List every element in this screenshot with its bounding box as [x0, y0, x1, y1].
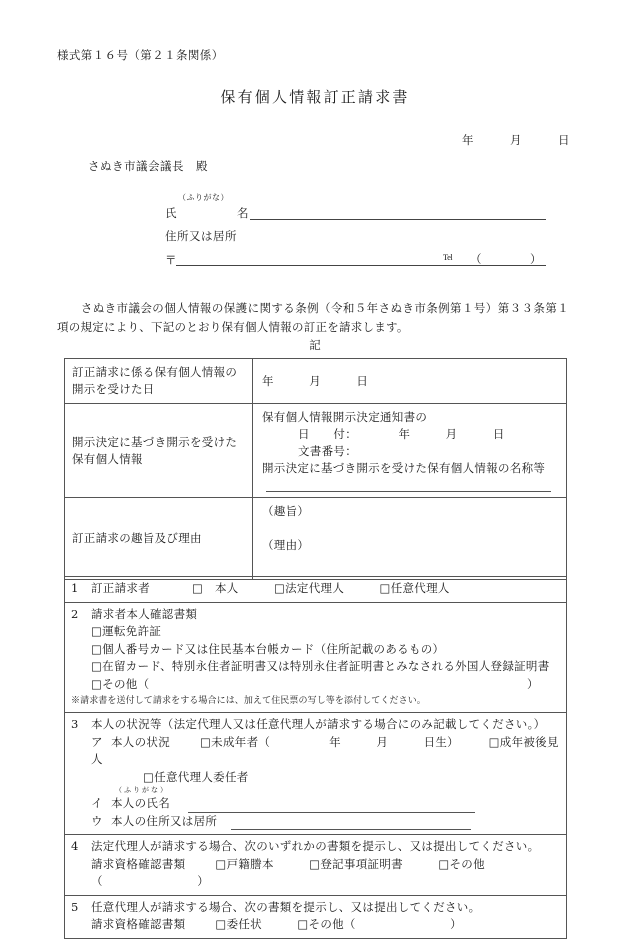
- item-4-choices[interactable]: □戸籍謄本 □登記事項証明書 □その他（ ）: [91, 856, 485, 888]
- row-label-disclosed-info: 開示決定に基づき開示を受けた保有個人情報: [65, 404, 253, 498]
- item-5-row: [71, 916, 560, 934]
- item-2-note: ※請求書を送付して請求をする場合には、加えて住民票の写し等を添付してください。: [71, 696, 426, 706]
- item-1-cell: [65, 577, 567, 603]
- sub-a-label: 本人の状況: [111, 734, 170, 749]
- purpose-entry-space[interactable]: [262, 520, 557, 537]
- sub-a-marker: ア: [91, 734, 103, 749]
- item-5-number: 5: [71, 899, 79, 914]
- name-label: 氏 名: [165, 206, 249, 220]
- item-5-choices[interactable]: □委任状 □その他（ ）: [215, 917, 462, 931]
- info-name-line: 開示決定に基づき開示を受けた保有個人情報の名称等: [262, 461, 546, 475]
- checkbox-other-document[interactable]: □その他（ ）: [91, 676, 539, 691]
- sub-a-status-minor[interactable]: □未成年者（ 年 月 日生） □成年被後見人: [91, 734, 559, 766]
- disclosure-info-table: [64, 358, 567, 580]
- sub-b-label: 本人の氏名: [111, 796, 170, 810]
- item-4-row: [71, 856, 560, 891]
- form-number: 様式第１６号（第２１条関係）: [57, 48, 224, 62]
- item-4-doc-label: 請求資格確認書類: [91, 856, 186, 871]
- sub-c-address-input-rule[interactable]: [231, 816, 471, 830]
- item-5-doc-label: 請求資格確認書類: [91, 917, 186, 931]
- telephone-icon: Tel: [443, 252, 453, 262]
- table-row: [65, 359, 567, 404]
- item-4-title: 法定代理人が請求する場合、次のいずれかの書類を提示し、又は提出してください。: [91, 839, 540, 853]
- item-1-number: 1: [71, 581, 79, 595]
- item-5-title: 任意代理人が請求する場合、次の書類を提示し、又は提出してください。: [91, 899, 481, 914]
- row-value-disclosure-date[interactable]: 年 月 日: [253, 359, 567, 404]
- item-2-cell: [65, 602, 567, 713]
- row-value-purpose-reason[interactable]: [253, 498, 567, 580]
- table-row: [65, 404, 567, 498]
- row-label-disclosure-date: 訂正請求に係る保有個人情報の開示を受けた日: [65, 359, 253, 404]
- item-1-title: 訂正請求者: [91, 581, 150, 595]
- item-4-number: 4: [71, 839, 79, 853]
- sub-b-furigana-label: （ふりがな）: [115, 786, 169, 794]
- table-row: [65, 577, 567, 603]
- name-input-rule[interactable]: [250, 219, 546, 220]
- checkbox-residence-card[interactable]: □在留カード、特別永住者証明書又は特別永住者証明書とみなされる外国人登録証明書: [91, 659, 550, 673]
- page-title: 保有個人情報訂正請求書: [220, 88, 410, 106]
- sub-c-label: 本人の住所又は居所: [111, 813, 218, 828]
- item-2-number: 2: [71, 606, 79, 621]
- item-3-sub-b: [71, 795, 560, 813]
- item-3-cell: [65, 713, 567, 835]
- item-3-number: 3: [71, 717, 79, 731]
- date-entry-line: 年 月 日: [462, 133, 570, 147]
- address-label: 住所又は居所: [165, 229, 237, 243]
- notice-doc-line: 保有個人情報開示決定通知書の: [262, 410, 428, 424]
- telephone-input-parens[interactable]: （ ）: [470, 252, 542, 266]
- table-row: [65, 713, 567, 835]
- sub-b-name-input-rule[interactable]: [188, 799, 475, 813]
- ki-marker: 記: [309, 338, 321, 352]
- item-4-cell: [65, 835, 567, 896]
- checkbox-mynumber-card[interactable]: □個人番号カード又は住民基本台帳カード（住所記載のあるもの）: [91, 641, 445, 656]
- item-2-title: 請求者本人確認書類: [91, 606, 198, 621]
- item-1-choices[interactable]: □ 本人 □法定代理人 □任意代理人: [192, 581, 450, 595]
- sub-a-status-proxy[interactable]: □任意代理人委任者: [143, 769, 249, 784]
- notice-date-line[interactable]: 日 付： 年 月 日: [298, 427, 505, 441]
- table-row: [65, 895, 567, 938]
- table-row: [65, 498, 567, 580]
- table-row: [65, 602, 567, 713]
- sub-b-marker: イ: [91, 796, 103, 810]
- purpose-label: （趣旨）: [262, 504, 310, 518]
- checkbox-drivers-license[interactable]: □運転免許証: [91, 624, 162, 638]
- requester-items-table: [64, 576, 567, 939]
- body-paragraph: さぬき市議会の個人情報の保護に関する条例（令和５年さぬき市条例第１号）第３３条第１項の規定により、下記のとおり保有個人情報の訂正を請求します。: [57, 301, 569, 334]
- item-3-sub-a: [71, 734, 560, 769]
- item-5-cell: [65, 895, 567, 938]
- sub-c-marker: ウ: [91, 813, 103, 828]
- row-value-disclosed-info[interactable]: [253, 404, 567, 498]
- table-row: [65, 835, 567, 896]
- reason-label: （理由）: [262, 538, 310, 552]
- item-3-sub-c: [71, 813, 560, 831]
- notice-number-line[interactable]: 文書番号：: [298, 444, 357, 458]
- row-label-purpose-reason: 訂正請求の趣旨及び理由: [65, 498, 253, 580]
- postal-code-icon: 〒: [165, 253, 177, 267]
- item-3-title: 本人の状況等（法定代理人又は任意代理人が請求する場合にのみ記載してください。）: [91, 717, 546, 731]
- furigana-label: （ふりがな）: [178, 193, 229, 202]
- addressee-line: さぬき市議会議長 殿: [88, 159, 208, 173]
- info-name-input-rule[interactable]: [266, 481, 551, 492]
